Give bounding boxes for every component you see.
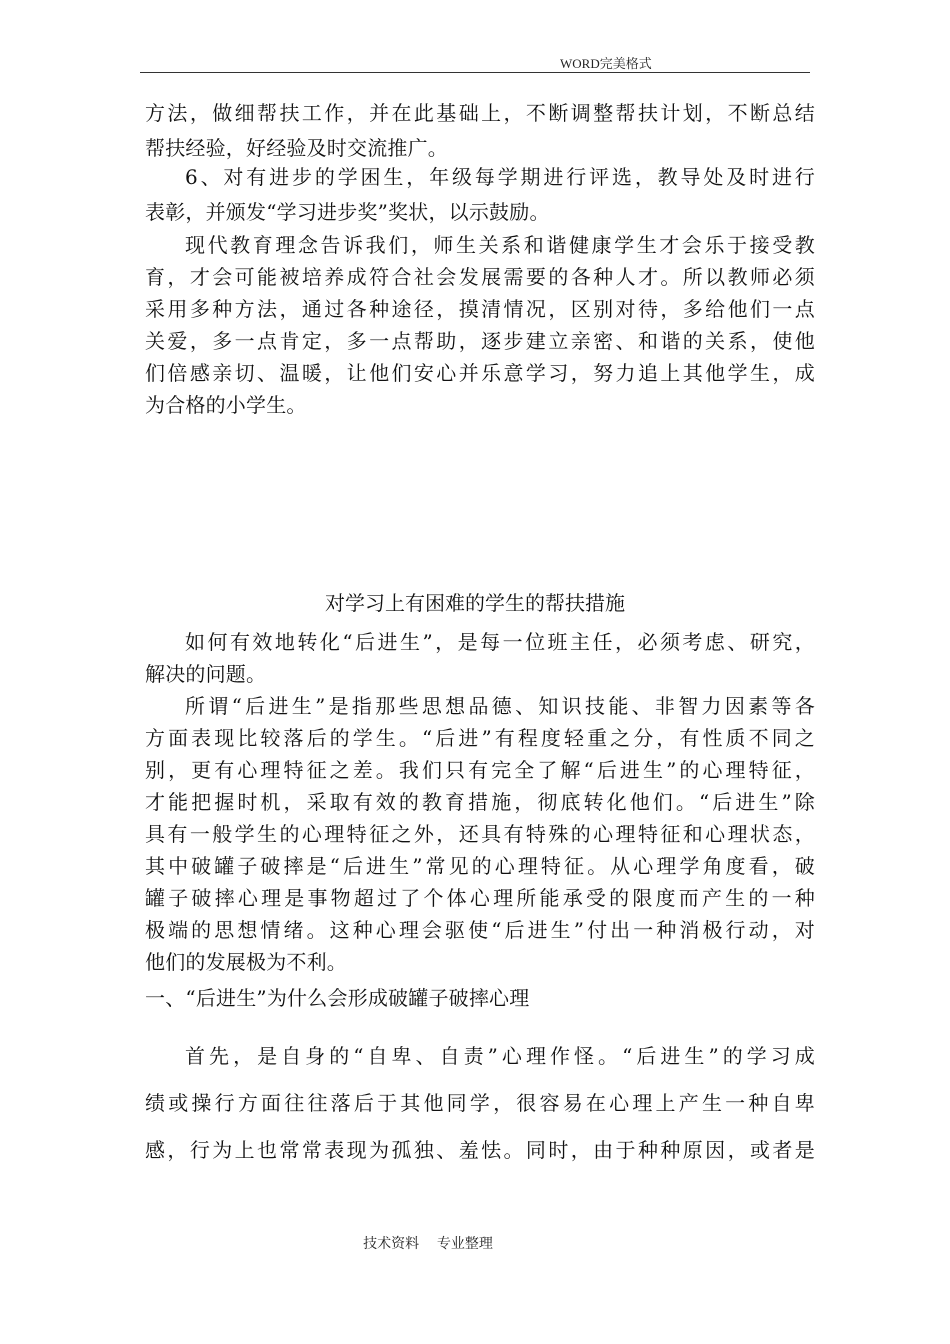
continuation-line-1: 方法，做细帮扶工作，并在此基础上，不断调整帮扶计划，不断总结 [145,101,815,125]
page-footer: 技术资料 专业整理 [363,1236,493,1252]
header-rule [140,72,810,73]
definition-line-9: 他们的发展极为不利。 [145,950,347,974]
reason1-line-3: 感，行为上也常常表现为孤独、羞怯。同时，由于种种原因，或者是 [145,1138,815,1162]
definition-line-2: 方面表现比较落后的学生。“后进”有程度轻重之分，有性质不同之 [145,726,815,750]
item6-line-2: 表彰，并颁发“学习进步奖”奖状，以示鼓励。 [145,200,550,224]
item6-line-1: 6、对有进步的学困生，年级每学期进行评选，教导处及时进行 [185,165,815,189]
header-label: WORD完美格式 [560,56,652,71]
reason1-line-1: 首先，是自身的“自卑、自责”心理作怪。“后进生”的学习成 [185,1044,815,1068]
definition-line-1: 所谓“后进生”是指那些思想品德、知识技能、非智力因素等各 [185,694,815,718]
section-title: 对学习上有困难的学生的帮扶措施 [325,591,625,615]
conclusion-line-4: 关爱，多一点肯定，多一点帮助，逐步建立亲密、和谐的关系，使他 [145,329,815,353]
intro-line-1: 如何有效地转化“后进生”，是每一位班主任，必须考虑、研究， [185,630,815,654]
definition-line-5: 具有一般学生的心理特征之外，还具有特殊的心理特征和心理状态， [145,822,815,846]
conclusion-line-3: 采用多种方法，通过各种途径，摸清情况，区别对待，多给他们一点 [145,297,815,321]
definition-line-4: 才能把握时机，采取有效的教育措施，彻底转化他们。“后进生”除 [145,790,815,814]
conclusion-line-1: 现代教育理念告诉我们，师生关系和谐健康学生才会乐于接受教 [185,233,815,257]
definition-line-6: 其中破罐子破摔是“后进生”常见的心理特征。从心理学角度看，破 [145,854,815,878]
definition-line-7: 罐子破摔心理是事物超过了个体心理所能承受的限度而产生的一种 [145,886,815,910]
definition-line-8: 极端的思想情绪。这种心理会驱使“后进生”付出一种消极行动，对 [145,918,815,942]
definition-line-3: 别，更有心理特征之差。我们只有完全了解“后进生”的心理特征， [145,758,815,782]
reason1-line-2: 绩或操行方面往往落后于其他同学，很容易在心理上产生一种自卑 [145,1091,815,1115]
conclusion-line-6: 为合格的小学生。 [145,393,307,417]
intro-line-2: 解决的问题。 [145,662,267,686]
conclusion-line-2: 育，才会可能被培养成符合社会发展需要的各种人才。所以教师必须 [145,265,815,289]
heading-1: 一、“后进生”为什么会形成破罐子破摔心理 [145,986,530,1010]
conclusion-line-5: 们倍感亲切、温暖，让他们安心并乐意学习，努力追上其他学生，成 [145,361,815,385]
continuation-line-2: 帮扶经验，好经验及时交流推广。 [145,136,448,160]
